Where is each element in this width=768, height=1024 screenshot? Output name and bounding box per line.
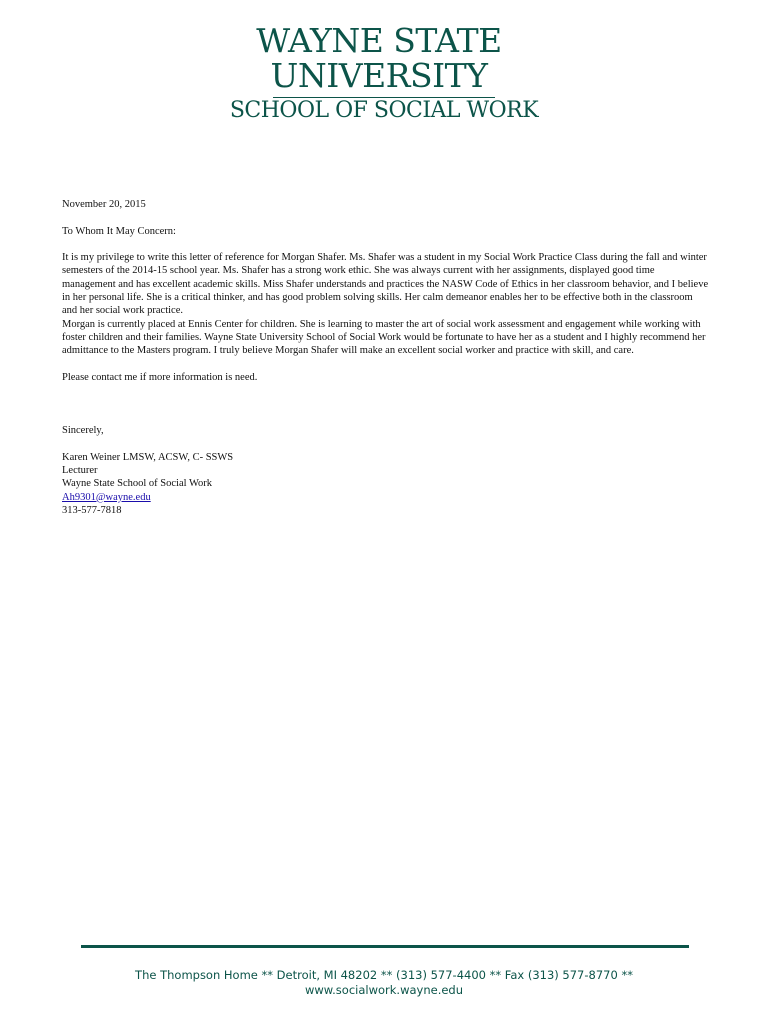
letter-salutation: To Whom It May Concern: [62, 225, 176, 237]
letter-paragraph-1: It is my privilege to write this letter of reference for Morgan Shafer. Ms. Shafer was a student in my Social Work Practice Class during the fall and winter semesters of the 2014-15 school year. Ms. Shafer has a strong work ethic. She was always current with her assignments, displayed good time management and has excellent academic skills. Miss Shafer understands and practices the NASW Code of Ethics in her classroom behavior, and I believe in her personal life. She is a critical thinker, and has good problem solving skills. Her calm demeanor enables her to be effective both in the classroom and her social work practice. [62, 252, 709, 317]
signature-phone: 313-577-7818 [62, 504, 122, 516]
letter-closing: Sincerely, [62, 425, 104, 437]
signature-email-link[interactable]: Ah9301@wayne.edu [62, 491, 151, 503]
footer-divider [81, 945, 689, 948]
letter-closing-request: Please contact me if more information is need. [62, 371, 258, 383]
signature-org: Wayne State School of Social Work [62, 478, 213, 490]
logo-university: UNIVERSITY [270, 56, 488, 95]
letter-paragraph-2: Morgan is currently placed at Ennis Center for children. She is learning to master the art of social work assessment and engagement while working with foster children and their families. Wayne State University School of Social Work would be fortunate to have her as a student and I highly recommend her admittance to the Masters program. I truly believe Morgan Shafer will make an excellent social worker and practice with skill, and care. [62, 318, 706, 357]
logo-divider [273, 97, 495, 98]
logo-school-of-social-work: SCHOOL OF SOCIAL WORK [229, 98, 539, 123]
footer-website: www.socialwork.wayne.edu [304, 983, 464, 997]
letter-date: November 20, 2015 [62, 199, 146, 210]
signature-name: Karen Weiner LMSW, ACSW, C- SSWS [62, 451, 234, 463]
footer-address: The Thompson Home ** Detroit, MI 48202 ** (313) 577-4400 ** Fax (313) 577-8770 ** [135, 968, 633, 982]
footer [0, 968, 768, 998]
signature-title: Lecturer [62, 465, 98, 477]
letterhead-logo [0, 21, 768, 123]
logo-wayne-state: WAYNE STATE [256, 21, 502, 60]
letter-body [62, 198, 710, 517]
